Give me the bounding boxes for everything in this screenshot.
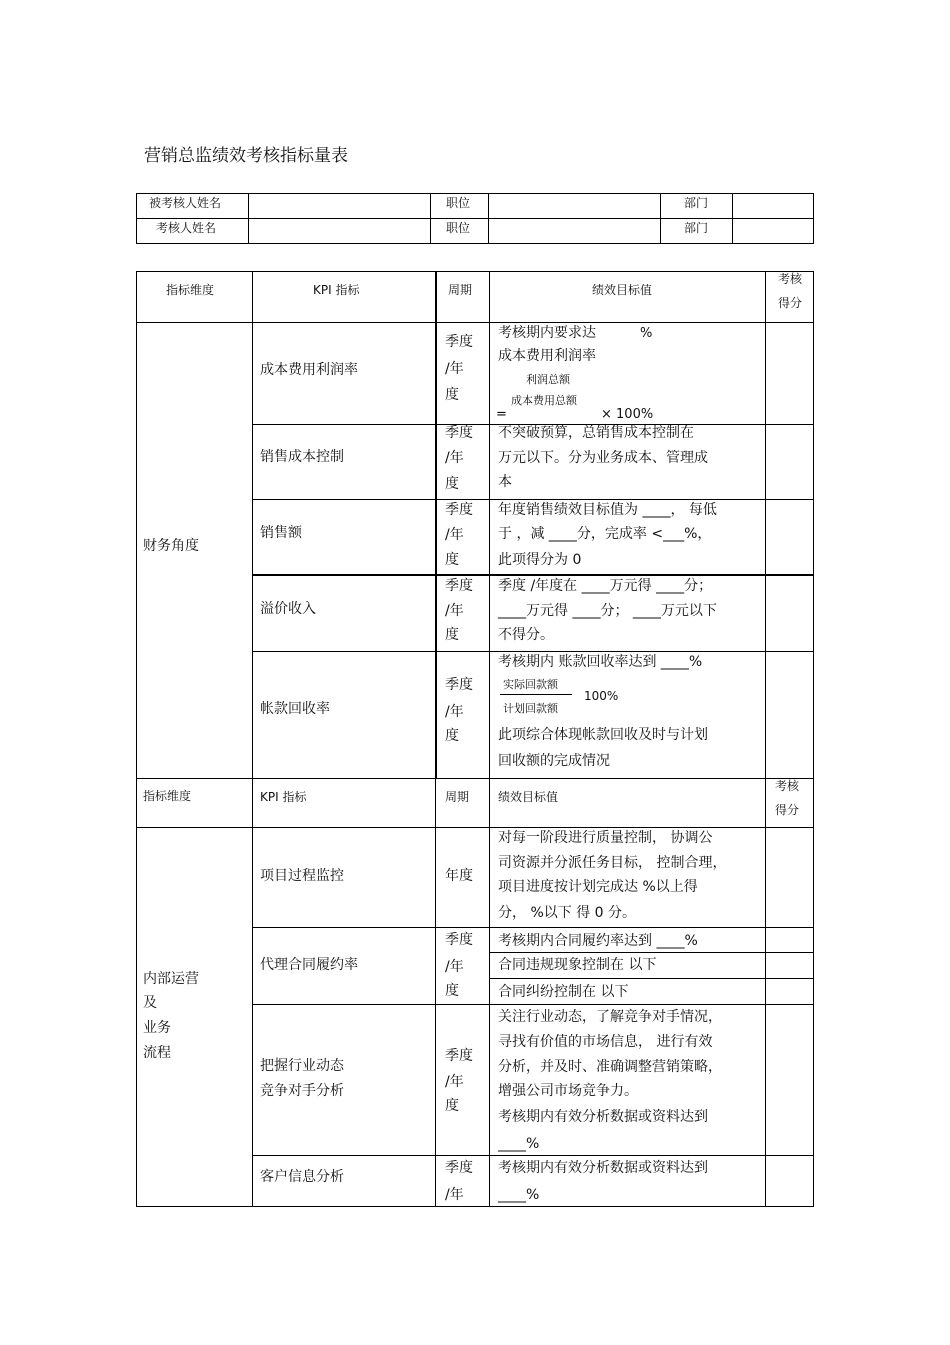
period-line: /年 <box>445 959 464 975</box>
target-text: 本 <box>498 474 512 490</box>
target-text: 100% <box>584 689 619 703</box>
target-text: 考核期内有效分析数据或资料达到 <box>498 1160 708 1176</box>
score-cell[interactable] <box>767 501 812 573</box>
target-text: 分， %以下 得 0 分。 <box>498 905 637 921</box>
target-text: 不得分。 <box>498 627 554 643</box>
target-text: ____% <box>498 1187 540 1203</box>
kpi-name: 溢价收入 <box>260 601 316 617</box>
score-cell[interactable] <box>767 426 812 498</box>
header-kpi: KPI 指标 <box>313 283 360 297</box>
period-line: 季度 <box>445 677 473 693</box>
score-cell[interactable] <box>767 653 812 777</box>
target-text: 回收额的完成情况 <box>498 753 610 769</box>
header-period: 周期 <box>448 283 473 297</box>
fraction-bar <box>500 694 572 695</box>
target-text: 成本费用利润率 <box>498 348 596 364</box>
dimension-ops: 内部运营 <box>143 971 199 987</box>
kpi-name: 把握行业动态 <box>260 1058 344 1074</box>
target-text: × 100% <box>601 407 654 422</box>
kpi-name: 代理合同履约率 <box>260 957 358 973</box>
score-cell[interactable] <box>767 324 812 423</box>
period-line: 度 <box>445 476 459 492</box>
evaluator-name-field[interactable] <box>250 220 428 242</box>
period-line: 季度 <box>445 1048 473 1064</box>
target-text: 分析，并及时、准确调整营销策略， <box>498 1059 722 1075</box>
target-text: 增强公司市场竞争力。 <box>498 1083 638 1099</box>
department-label: 部门 <box>684 196 709 210</box>
score-cell[interactable] <box>767 1157 812 1205</box>
evaluator-position-field[interactable] <box>490 220 658 242</box>
fraction-denominator: 计划回款额 <box>503 702 558 715</box>
header-dimension: 指标维度 <box>143 789 192 803</box>
target-text: 考核期内 账款回收率达到 ____% <box>498 654 703 670</box>
period-line: 季度 <box>445 1160 473 1176</box>
header-period: 周期 <box>445 790 470 804</box>
dimension-ops: 流程 <box>143 1045 171 1061</box>
kpi-name: 销售成本控制 <box>260 449 344 465</box>
score-cell[interactable] <box>767 829 812 926</box>
dimension-ops: 业务 <box>143 1020 171 1036</box>
kpi-name: 客户信息分析 <box>260 1169 344 1185</box>
period-line: /年 <box>445 527 464 543</box>
evaluatee-name-label: 被考核人姓名 <box>149 196 222 210</box>
target-text: 此项综合体现帐款回收及时与计划 <box>498 727 708 743</box>
evaluatee-position-field[interactable] <box>490 195 658 217</box>
target-text: ____% <box>498 1136 540 1152</box>
period-line: 度 <box>445 1098 459 1114</box>
position-label: 职位 <box>446 196 471 210</box>
evaluator-department-field[interactable] <box>734 220 812 242</box>
score-cell[interactable] <box>767 929 812 1003</box>
header-score: 考核 <box>778 272 803 286</box>
evaluatee-name-field[interactable] <box>250 195 428 217</box>
dimension-finance: 财务角度 <box>143 538 199 554</box>
target-text: 此项得分为 0 <box>498 552 582 568</box>
target-text: 考核期内有效分析数据或资料达到 <box>498 1109 708 1125</box>
period-line: /年 <box>445 603 464 619</box>
dimension-ops: 及 <box>143 995 157 1011</box>
page-title: 营销总监绩效考核指标量表 <box>144 146 348 166</box>
header-score: 得分 <box>775 803 800 817</box>
target-text: 对每一阶段进行质量控制， 协调公 <box>498 830 713 846</box>
fraction-numerator: 实际回款额 <box>503 678 558 691</box>
period-line: /年 <box>445 450 464 466</box>
period-line: 季度 <box>445 425 473 441</box>
period-line: /年 <box>445 704 464 720</box>
department-label: 部门 <box>684 221 709 235</box>
fraction-numerator: 利润总额 <box>526 373 570 386</box>
period-line: 季度 <box>445 334 473 350</box>
target-text: 万元以下。分为业务成本、管理成 <box>498 450 708 466</box>
kpi-name: 项目过程监控 <box>260 868 344 884</box>
target-text: 于 ，减 ____分，完成率 <___%， <box>498 526 712 542</box>
fraction-denominator: 成本费用总额 <box>511 394 577 407</box>
target-text: = <box>496 407 507 422</box>
target-text: 司资源并分派任务目标， 控制合理， <box>498 855 727 871</box>
period-line: 度 <box>445 387 459 403</box>
target-text: 年度销售绩效目标值为 ____， 每低 <box>498 502 717 518</box>
target-text: 考核期内要求达 <box>498 325 596 341</box>
period-line: 季度 <box>445 502 473 518</box>
period-line: 度 <box>445 552 459 568</box>
target-text: 关注行业动态，了解竞争对手情况， <box>498 1009 722 1025</box>
score-cell[interactable] <box>767 1006 812 1154</box>
target-text: 不突破预算，总销售成本控制在 <box>498 425 694 441</box>
period-line: 季度 <box>445 578 473 594</box>
kpi-name: 竞争对手分析 <box>260 1083 344 1099</box>
period-line: 度 <box>445 728 459 744</box>
evaluator-name-label: 考核人姓名 <box>156 221 217 235</box>
period-line: 季度 <box>445 932 473 948</box>
period-line: 年度 <box>445 868 473 884</box>
kpi-name: 帐款回收率 <box>260 701 330 717</box>
header-target: 绩效目标值 <box>592 283 653 297</box>
target-text: 考核期内合同履约率达到 ____% <box>498 933 698 949</box>
header-dimension: 指标维度 <box>166 283 215 297</box>
header-kpi: KPI 指标 <box>260 790 307 804</box>
target-text: 季度 /年度在 ____万元得 ____分； <box>498 578 713 594</box>
target-text: ____万元得 ____分； ____万元以下 <box>498 603 717 619</box>
score-cell[interactable] <box>767 577 812 650</box>
target-text: % <box>640 326 653 341</box>
period-line: /年 <box>445 1187 464 1203</box>
kpi-name: 成本费用利润率 <box>260 362 358 378</box>
target-text: 合同违规现象控制在 以下 <box>498 957 657 973</box>
target-text: 项目进度按计划完成达 %以上得 <box>498 879 698 895</box>
kpi-name: 销售额 <box>260 525 302 541</box>
header-score: 得分 <box>778 296 803 310</box>
evaluatee-department-field[interactable] <box>734 195 812 217</box>
target-text: 寻找有价值的市场信息， 进行有效 <box>498 1034 713 1050</box>
header-target: 绩效目标值 <box>498 790 559 804</box>
period-line: 度 <box>445 983 459 999</box>
target-text: 合同纠纷控制在 以下 <box>498 984 629 1000</box>
period-line: /年 <box>445 361 464 377</box>
position-label: 职位 <box>446 221 471 235</box>
period-line: /年 <box>445 1074 464 1090</box>
period-line: 度 <box>445 627 459 643</box>
header-score: 考核 <box>775 779 800 793</box>
